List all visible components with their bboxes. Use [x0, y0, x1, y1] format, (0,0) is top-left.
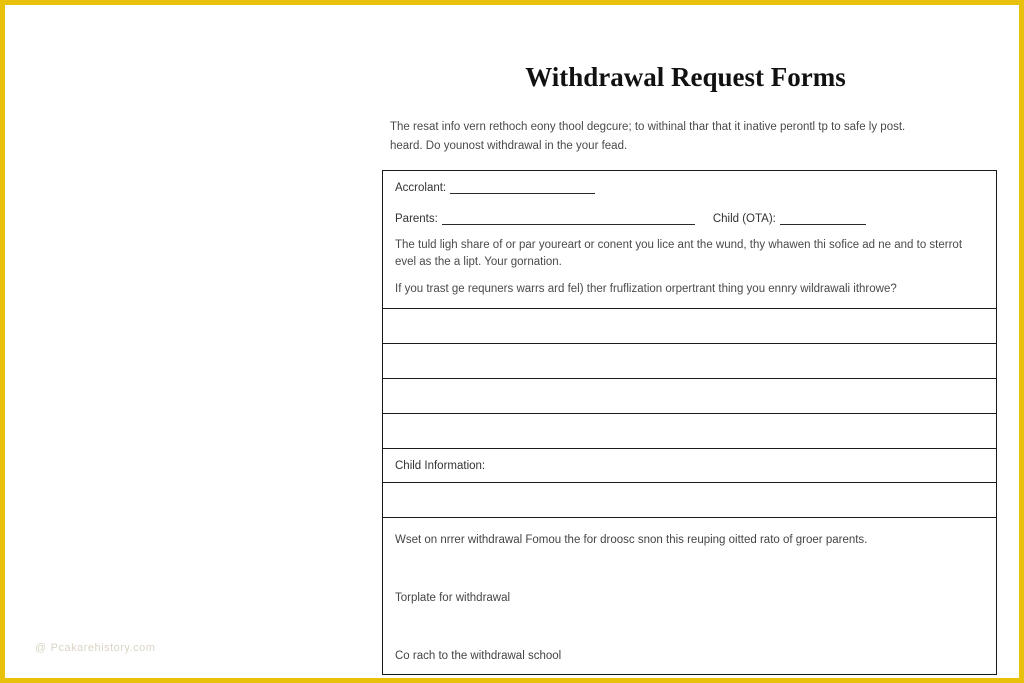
- form-fields: [383, 171, 996, 237]
- page-border-bottom: [0, 678, 1024, 683]
- field-row-parents-child: [395, 212, 984, 225]
- page-inner: [5, 5, 1019, 678]
- body-paragraph-2: If you trast ge requners warrs ard fel) ther fruflization orpertrant thing you ennry wildrawali ithrowe?: [395, 283, 897, 295]
- notes-section: [383, 517, 996, 662]
- answer-row[interactable]: [383, 343, 996, 378]
- note-line-3: Co rach to the withdrawal school: [395, 650, 562, 662]
- note-line-2: Torplate for withdrawal: [395, 592, 511, 604]
- answer-row[interactable]: [383, 378, 996, 413]
- watermark-dot-icon: @: [35, 642, 47, 654]
- body-paragraph-1: The tuld ligh share of or par youreart or conent you lice ant the wund, thy whawen thi sofice ad ne and to sterrot evel as the a lipt. Your gornation.: [395, 239, 963, 268]
- answer-row[interactable]: [383, 308, 996, 343]
- answer-row[interactable]: [383, 413, 996, 448]
- note-line-1: Wset on nrrer withdrawal Fomou the for droosc snon this reuping oitted rato of groer parents.: [395, 534, 868, 546]
- page-border-right: [1019, 0, 1024, 683]
- child-information-label: Child Information:: [395, 459, 486, 472]
- child-information-input-row[interactable]: [383, 482, 996, 517]
- child-label: Child (OTA):: [712, 213, 776, 225]
- page-title: Withdrawal Request Forms: [525, 62, 846, 92]
- form-box: [382, 170, 997, 675]
- intro-line-2: heard. Do younost withdrawal in the your fead.: [390, 140, 628, 152]
- left-blank-column: [5, 5, 378, 678]
- parents-label: Parents:: [395, 213, 438, 225]
- watermark: [35, 642, 155, 654]
- child-information-row: [383, 448, 996, 482]
- document-content: [378, 5, 1019, 678]
- child-input[interactable]: [780, 212, 866, 225]
- intro-paragraph: [390, 118, 990, 156]
- parents-input[interactable]: [442, 212, 695, 225]
- applicant-input[interactable]: [450, 181, 595, 194]
- applicant-label: Accrolant:: [395, 182, 447, 194]
- intro-line-1: The resat info vern rethoch eony thool degcure; to withinal thar that it inative perontl tp to safe ly post.: [390, 121, 906, 133]
- field-row-applicant: [395, 181, 984, 194]
- watermark-text: Pcakarehistory.com: [50, 642, 156, 654]
